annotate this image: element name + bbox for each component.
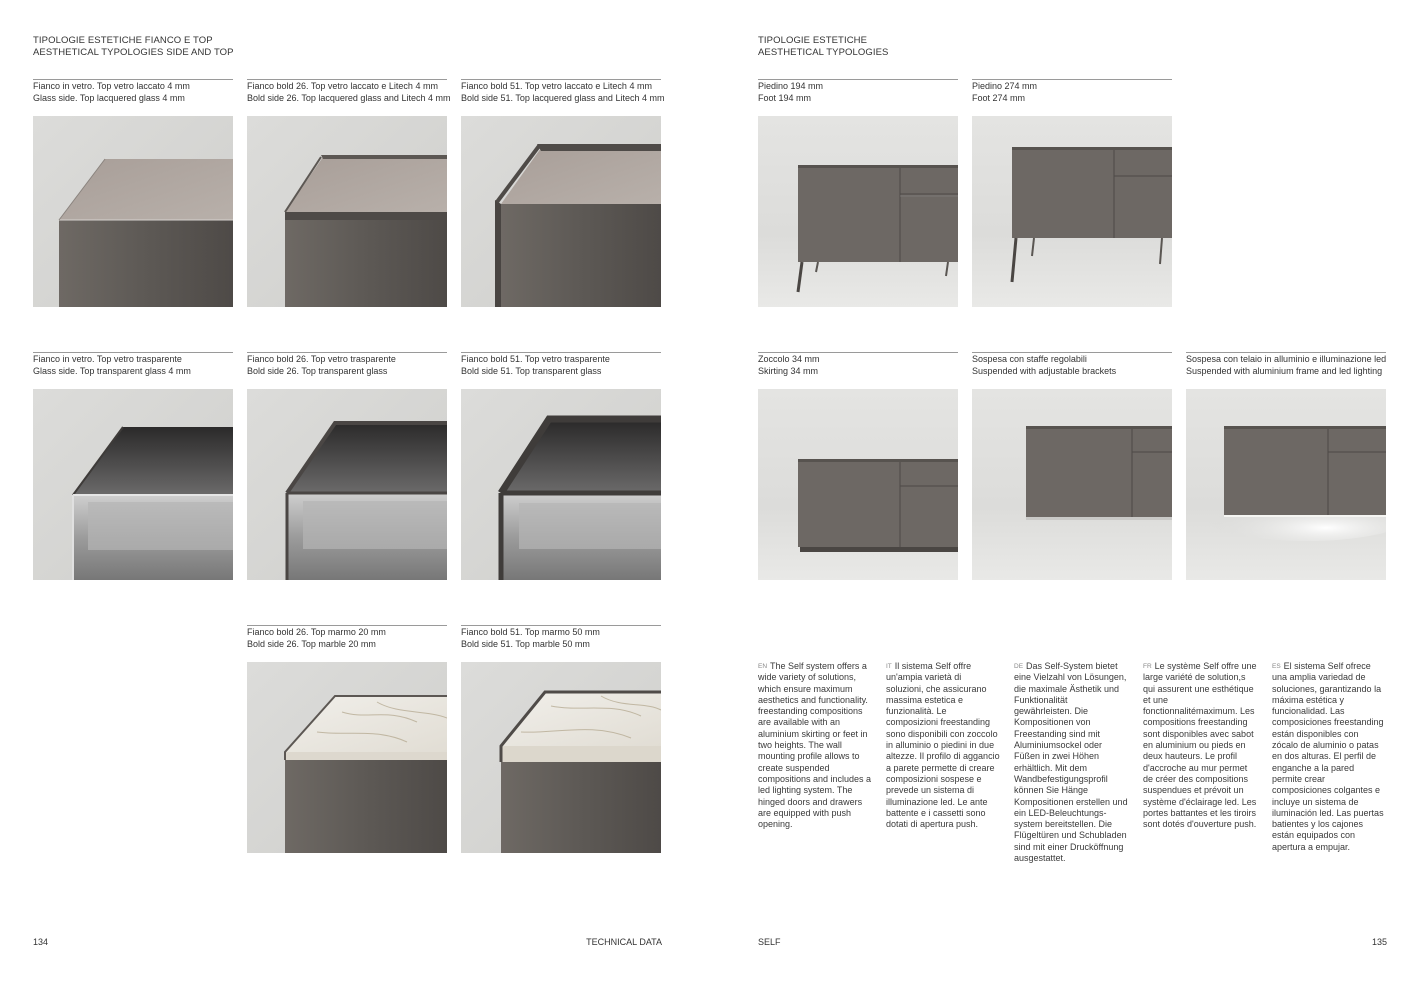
right-page-header	[758, 35, 889, 58]
caption-suspended-led	[1186, 352, 1386, 377]
caption-it: Fianco bold 26. Top vetro laccato e Litech 4 mm	[247, 81, 438, 91]
photo-sideboard-foot-274	[972, 116, 1172, 307]
text-en-body: The Self system offers a wide variety of solutions, which ensure maximum aesthetics and functionality. freestanding compositions are available with an aluminium skirting or feet in two heights. The wall mounting profile allows to create suspended compositions and includes a led lighting system. The hinged doors and drawers are equipped with push opening.	[758, 661, 872, 830]
caption-en: Suspended with adjustable brackets	[972, 365, 1117, 376]
caption-en: Bold side 51. Top transparent glass	[461, 365, 602, 376]
caption-suspended-brackets	[972, 352, 1172, 377]
text-it-body: Il sistema Self offre un'ampia varietà di soluzioni, che assicurano massima estetica e funzionalità. Le composizioni freestanding sono disponibili con zoccolo in alluminio o piedini in due altezze. Il profilo di aggancio a parete permette di creare composizioni sospese e prevede un sistema di illuminazione led. Le ante battente e i cassetti sono dotati di apertura push.	[886, 661, 1000, 830]
text-de	[1014, 661, 1128, 864]
text-en	[758, 661, 872, 830]
caption-it: Fianco bold 26. Top marmo 20 mm	[247, 627, 386, 637]
caption-it: Fianco bold 26. Top vetro trasparente	[247, 354, 396, 364]
caption-it: Fianco bold 51. Top vetro trasparente	[461, 354, 610, 364]
caption-foot-194	[758, 79, 958, 104]
lang-code-it: IT	[886, 663, 892, 670]
caption-bold51-lacquered	[461, 79, 665, 104]
caption-it: Sospesa con telaio in alluminio e illuminazione led	[1186, 354, 1387, 364]
caption-bold26-marble	[247, 625, 447, 650]
right-header-line1: TIPOLOGIE ESTETICHE	[758, 35, 868, 46]
photo-glass-side-lacquered-top	[33, 116, 233, 307]
caption-en: Bold side 51. Top marble 50 mm	[461, 638, 590, 649]
caption-skirting-34	[758, 352, 958, 377]
right-header-line2: AESTHETICAL TYPOLOGIES	[758, 46, 889, 58]
photo-sideboard-suspended-led	[1186, 389, 1386, 580]
caption-bold51-marble	[461, 625, 661, 650]
photo-sideboard-skirting	[758, 389, 958, 580]
lang-code-de: DE	[1014, 663, 1024, 670]
caption-en: Foot 194 mm	[758, 92, 812, 103]
caption-glass-side-transparent	[33, 352, 233, 377]
text-de-body: Das Self-System bietet eine Vielzahl von Lösungen, die maximale Ästhetik und Funktionalität gewährleisten. Die Kompositionen von Freestanding sind mit Aluminiumsockel oder Füßen in zwei Höhen erhältlich. Mit dem Wandbefestigungsprofil können Sie Hänge Kompositionen erstellen und ein LED-Beleuchtungs-system bereitstellen. Die Flügeltüren und Schubladen sind mit einer Drucköffnung ausgestattet.	[1014, 661, 1128, 864]
photo-bold51-marble-top	[461, 662, 661, 853]
caption-it: Fianco bold 51. Top vetro laccato e Litech 4 mm	[461, 81, 652, 91]
caption-bold26-lacquered	[247, 79, 451, 104]
caption-en: Glass side. Top lacquered glass 4 mm	[33, 92, 185, 103]
page-number-right: 135	[1371, 937, 1387, 947]
caption-en: Bold side 51. Top lacquered glass and Litech 4 mm	[461, 92, 665, 103]
lang-code-fr: FR	[1143, 663, 1152, 670]
photo-sideboard-foot-194	[758, 116, 958, 307]
caption-it: Piedino 274 mm	[972, 81, 1038, 91]
left-header-line2: AESTHETICAL TYPOLOGIES SIDE AND TOP	[33, 46, 234, 58]
text-fr	[1143, 661, 1257, 830]
caption-en: Bold side 26. Top marble 20 mm	[247, 638, 376, 649]
photo-sideboard-suspended-brackets	[972, 389, 1172, 580]
caption-it: Fianco in vetro. Top vetro laccato 4 mm	[33, 81, 190, 91]
left-header-line1: TIPOLOGIE ESTETICHE FIANCO E TOP	[33, 35, 213, 46]
photo-glass-side-transparent-top	[33, 389, 233, 580]
caption-en: Glass side. Top transparent glass 4 mm	[33, 365, 191, 376]
text-fr-body: Le système Self offre une large variété de solution,s qui assurent une esthétique et une fonctionnalitémaximum. Les compositions freestanding sont disponibles avec sabot en aluminium ou pieds en deux hauteurs. Le profil d'accroche au mur permet de créer des compositions suspendues et prévoit un système d'éclairage led. Les portes battantes et les tiroirs sont dotés d'ouverture push.	[1143, 661, 1257, 830]
caption-it: Piedino 194 mm	[758, 81, 824, 91]
caption-it: Zoccolo 34 mm	[758, 354, 820, 364]
caption-en: Suspended with aluminium frame and led lighting	[1186, 365, 1383, 376]
text-es	[1272, 661, 1386, 853]
lang-code-en: EN	[758, 663, 768, 670]
page-number-left: 134	[33, 937, 49, 947]
left-page-header	[33, 35, 234, 58]
caption-it: Fianco in vetro. Top vetro trasparente	[33, 354, 182, 364]
caption-bold51-transparent	[461, 352, 661, 377]
caption-it: Fianco bold 51. Top marmo 50 mm	[461, 627, 600, 637]
caption-en: Foot 274 mm	[972, 92, 1026, 103]
text-es-body: El sistema Self ofrece una amplia variedad de soluciones, garantizando la máxima estética y funcionalidad. Las composiciones freestanding están disponibles con zócalo de aluminio o patas en dos alturas. El perfil de enganche a la pared permite crear composiciones colgantes e incluye un sistema de iluminación led. Las puertas batientes y los cajones están equipados con apertura a empujar.	[1272, 661, 1384, 852]
text-it	[886, 661, 1000, 830]
caption-glass-side-lacquered	[33, 79, 233, 104]
footer-section-right: SELF	[758, 937, 781, 947]
caption-bold26-transparent	[247, 352, 447, 377]
caption-it: Sospesa con staffe regolabili	[972, 354, 1087, 364]
lang-code-es: ES	[1272, 663, 1281, 670]
caption-en: Bold side 26. Top transparent glass	[247, 365, 388, 376]
photo-bold51-transparent-top	[461, 389, 661, 580]
photo-bold26-marble-top	[247, 662, 447, 853]
caption-en: Skirting 34 mm	[758, 365, 819, 376]
photo-bold26-transparent-top	[247, 389, 447, 580]
footer-section-left: TECHNICAL DATA	[586, 937, 662, 947]
caption-en: Bold side 26. Top lacquered glass and Litech 4 mm	[247, 92, 451, 103]
caption-foot-274	[972, 79, 1172, 104]
photo-bold26-lacquered-top	[247, 116, 447, 307]
photo-bold51-lacquered-top	[461, 116, 661, 307]
